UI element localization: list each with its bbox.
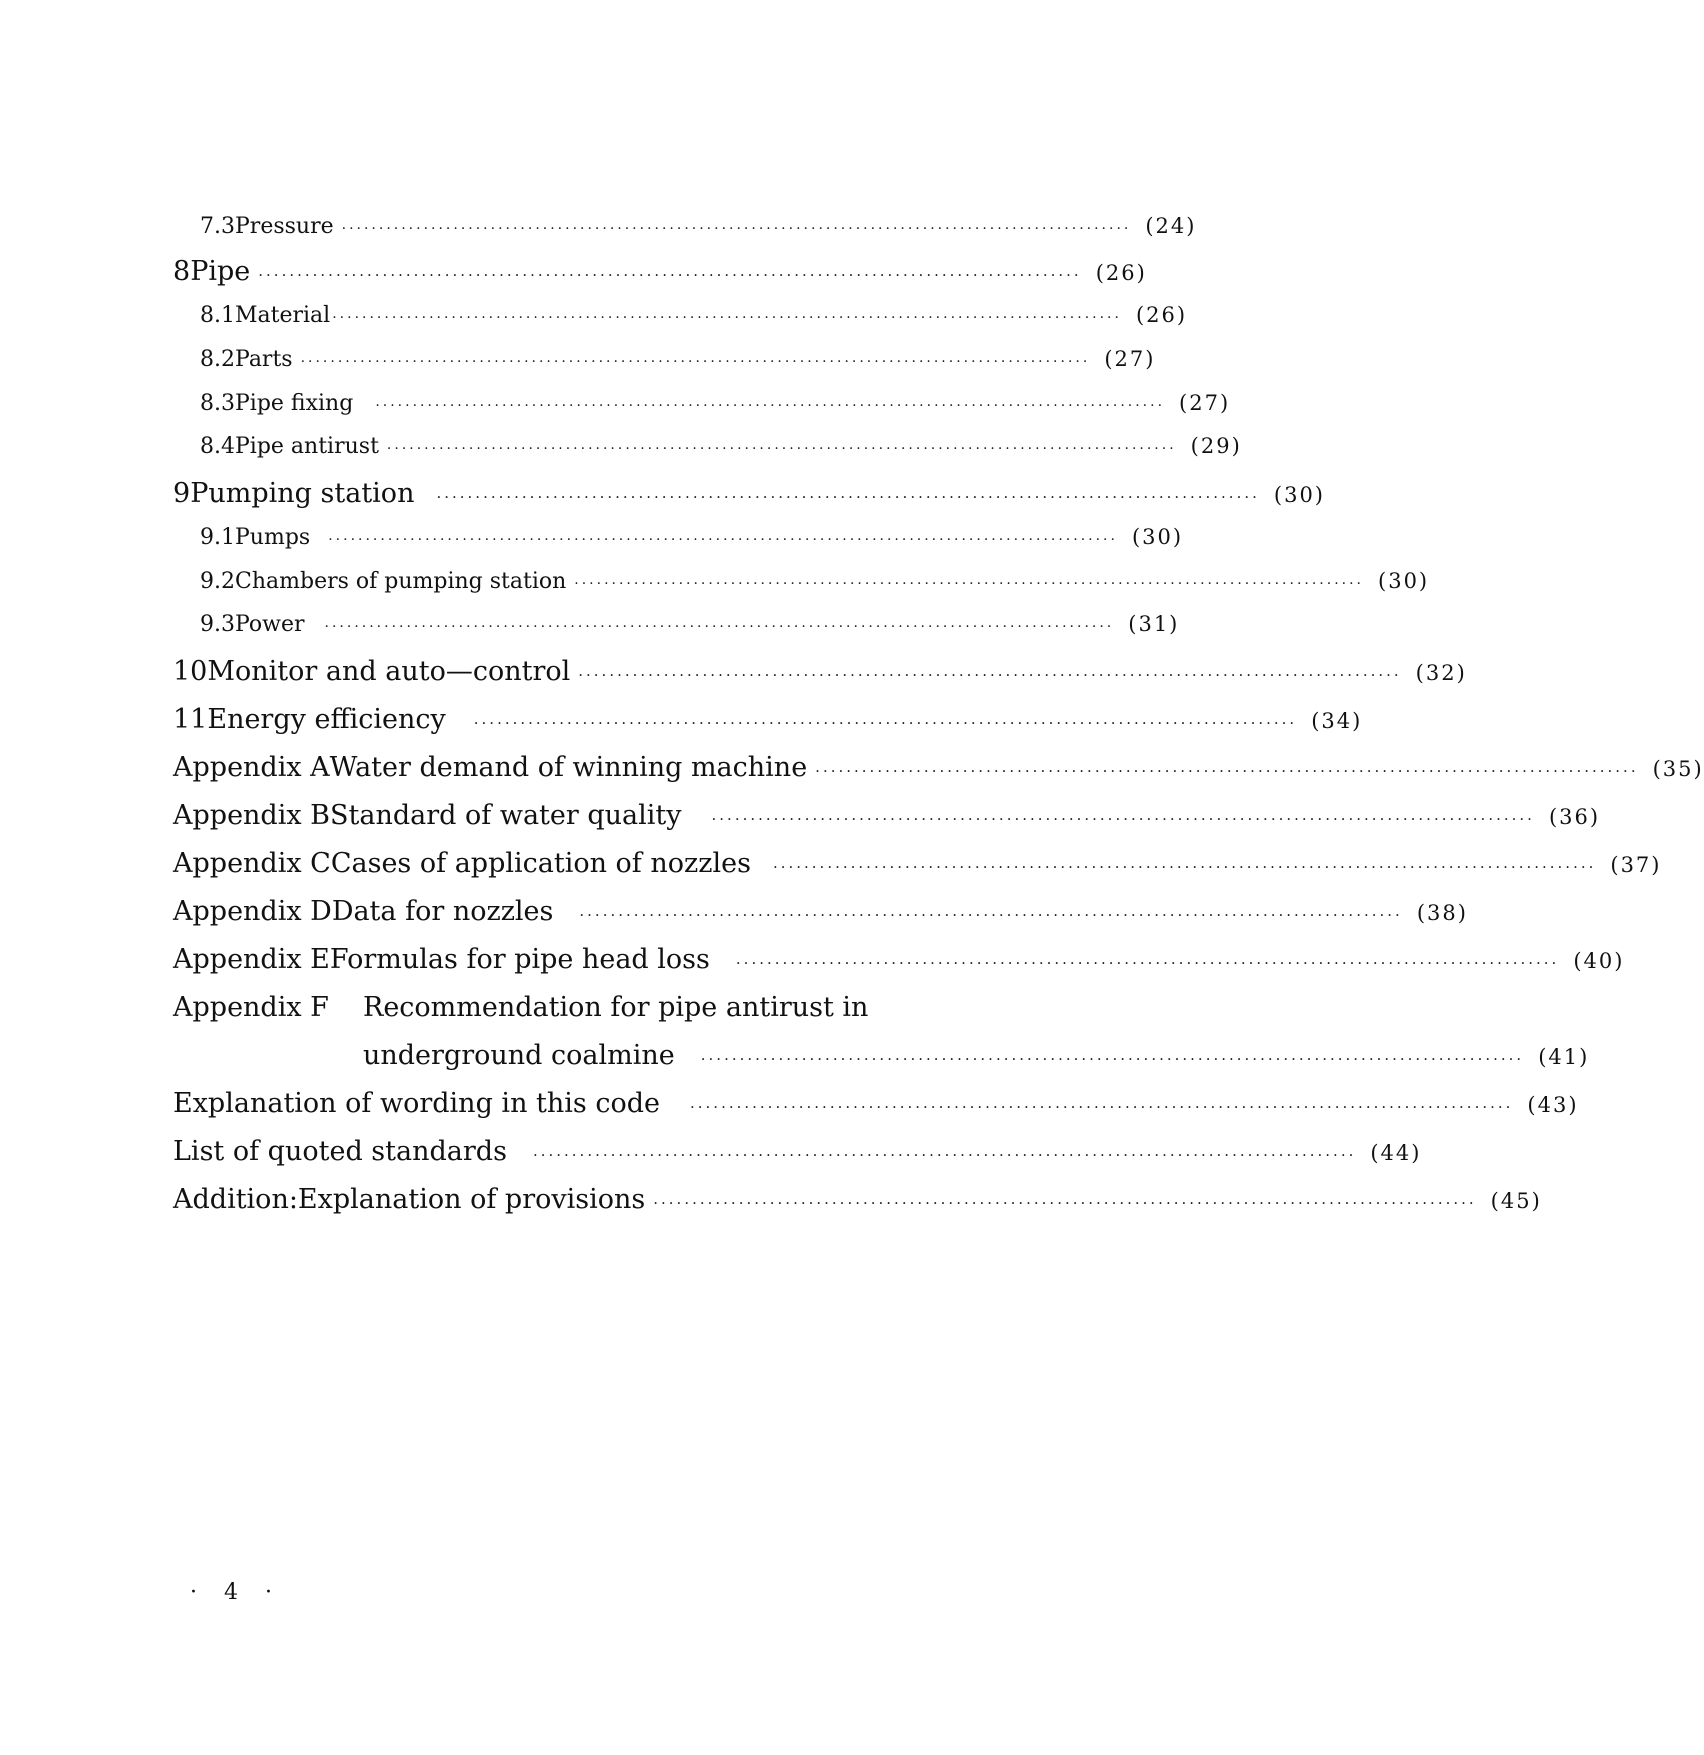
toc-entry-page: (34) xyxy=(1311,709,1363,733)
toc-entry-number: 10 xyxy=(173,656,208,687)
toc-entry xyxy=(173,704,1363,735)
toc-entry-page: (26) xyxy=(1095,261,1147,285)
toc-entry-page: (30) xyxy=(1131,525,1184,549)
toc-entry-page: (36) xyxy=(1548,805,1601,829)
toc-entry-number: 9 xyxy=(173,478,191,509)
dot-leader: ·········································································································· xyxy=(815,762,1639,780)
toc-entry xyxy=(173,256,1147,287)
dot-leader: ·········································································································· xyxy=(700,1050,1525,1068)
toc-entry-page: (29) xyxy=(1190,434,1242,458)
dot-leader: ·········································································································· xyxy=(735,954,1560,972)
toc-entry-page: (27) xyxy=(1179,391,1231,415)
toc-entry-number: 8.2 xyxy=(200,347,235,372)
toc-entry xyxy=(173,1184,1542,1215)
toc-entry-number: Appendix B xyxy=(173,800,331,831)
toc-entry-title: Explanation of wording in this code xyxy=(173,1088,660,1119)
toc-entry-title: Recommendation for pipe antirust in xyxy=(363,992,869,1023)
toc-entry-number: Appendix E xyxy=(173,944,330,975)
dot-leader: ·········································································································· xyxy=(386,441,1177,457)
toc-entry-title: Cases of application of nozzles xyxy=(330,848,751,879)
toc-entry-number: 9.1 xyxy=(200,525,235,550)
toc-entry xyxy=(173,896,1468,927)
dot-leader: ·········································································································· xyxy=(473,714,1298,732)
toc-entry-number: 9.2 xyxy=(200,569,235,594)
toc-entry-number: 7.3 xyxy=(200,214,235,239)
dot-leader: ·········································································································· xyxy=(653,1194,1477,1212)
toc-entry-title: Data for nozzles xyxy=(331,896,554,927)
toc-entry-page: (30) xyxy=(1378,569,1430,593)
toc-entry-page: (38) xyxy=(1416,901,1468,925)
toc-entry-title: Parts xyxy=(235,347,293,372)
dot-leader: ·········································································································· xyxy=(579,906,1403,924)
toc-entry-page: (43) xyxy=(1527,1093,1579,1117)
dot-leader: ·········································································································· xyxy=(578,666,1402,684)
dot-leader: ·········································································································· xyxy=(574,576,1365,592)
toc-entry-page: (35) xyxy=(1652,757,1704,781)
dot-leader: ·········································································································· xyxy=(300,354,1091,370)
toc-entry-page: (37) xyxy=(1610,853,1662,877)
toc-entry xyxy=(173,656,1467,687)
dot-leader: ·········································································································· xyxy=(532,1146,1357,1164)
toc-entry-page: (32) xyxy=(1415,661,1467,685)
toc-entry xyxy=(173,800,1601,831)
toc-entry xyxy=(173,848,1662,879)
toc-entry-title: Monitor and auto—control xyxy=(207,656,571,687)
toc-entry-page: (24) xyxy=(1145,214,1197,238)
toc-entry-page: (27) xyxy=(1104,347,1156,371)
toc-entry-title: Standard of water quality xyxy=(330,800,682,831)
toc-entry-title: Pressure xyxy=(235,214,334,239)
toc-entry-page: (41) xyxy=(1538,1045,1590,1069)
toc-entry-page: (40) xyxy=(1573,949,1625,973)
dot-leader: ·········································································································· xyxy=(690,1098,1514,1116)
toc-entry xyxy=(173,992,1048,1023)
toc-entry xyxy=(173,752,1704,783)
toc-entry-title: Formulas for pipe head loss xyxy=(329,944,710,975)
toc-entry xyxy=(173,944,1625,975)
toc-entry-title: Pipe fixing xyxy=(235,391,354,416)
toc-entry-number: Appendix D xyxy=(173,896,332,927)
toc-entry-continuation xyxy=(363,1040,1590,1071)
toc-entry xyxy=(200,612,1180,637)
toc-entry xyxy=(200,303,1188,328)
toc-entry-page: (31) xyxy=(1128,612,1180,636)
toc-entry-page: (45) xyxy=(1490,1189,1542,1213)
toc-entry-title: Pumps xyxy=(235,525,311,550)
toc-entry-number: 8 xyxy=(173,256,191,287)
toc-entry-title: List of quoted standards xyxy=(173,1136,507,1167)
toc-entry xyxy=(200,434,1242,459)
dot-leader: ·········································································································· xyxy=(324,619,1115,635)
toc-entry xyxy=(173,1088,1579,1119)
toc-entry-title: Pipe antirust xyxy=(235,434,379,459)
toc-entry-title: Water demand of winning machine xyxy=(329,752,808,783)
toc-entry-title-continued: underground coalmine xyxy=(363,1040,675,1071)
dot-leader: ·········································································································· xyxy=(772,858,1597,876)
toc-entry-number: 8.3 xyxy=(200,391,235,416)
toc-entry-number: Appendix C xyxy=(173,848,331,879)
toc-entry xyxy=(200,569,1430,594)
toc-entry-title: Energy efficiency xyxy=(207,704,446,735)
toc-entry-number: Appendix F xyxy=(173,992,329,1023)
toc-entry-number: 8.4 xyxy=(200,434,235,459)
toc-entry-page: (26) xyxy=(1135,303,1188,327)
dot-leader: ·········································································································· xyxy=(341,221,1132,237)
toc-entry-number: 8.1 xyxy=(200,303,235,328)
toc-entry-page: (30) xyxy=(1273,483,1325,507)
toc-entry-title: Addition:Explanation of provisions xyxy=(173,1184,646,1215)
toc-entry-title: Chambers of pumping station xyxy=(235,569,567,594)
toc-entry xyxy=(173,1136,1422,1167)
toc-entry-page: (44) xyxy=(1370,1141,1422,1165)
toc-entry-title: Pumping station xyxy=(190,478,415,509)
toc-entry-title: Power xyxy=(235,612,305,637)
toc-entry xyxy=(200,347,1156,372)
dot-leader: ·········································································································· xyxy=(711,810,1535,828)
toc-entry-title: Pipe xyxy=(190,256,251,287)
toc-entry-number: 11 xyxy=(173,704,208,735)
dot-leader: ·········································································································· xyxy=(328,532,1118,548)
dot-leader: ·········································································································· xyxy=(258,266,1082,284)
toc-entry-number: Appendix A xyxy=(173,752,330,783)
toc-entry xyxy=(200,525,1184,550)
toc-entry-title: Material xyxy=(235,303,331,328)
toc-entry xyxy=(173,478,1325,509)
toc-entry xyxy=(200,214,1197,239)
toc-entry xyxy=(200,391,1231,416)
dot-leader: ·········································································································· xyxy=(375,398,1166,414)
toc-entry-number: 9.3 xyxy=(200,612,235,637)
page-number: · 4 · xyxy=(190,1580,282,1605)
dot-leader: ·········································································································· xyxy=(436,488,1260,506)
dot-leader: ·········································································································· xyxy=(332,310,1122,326)
